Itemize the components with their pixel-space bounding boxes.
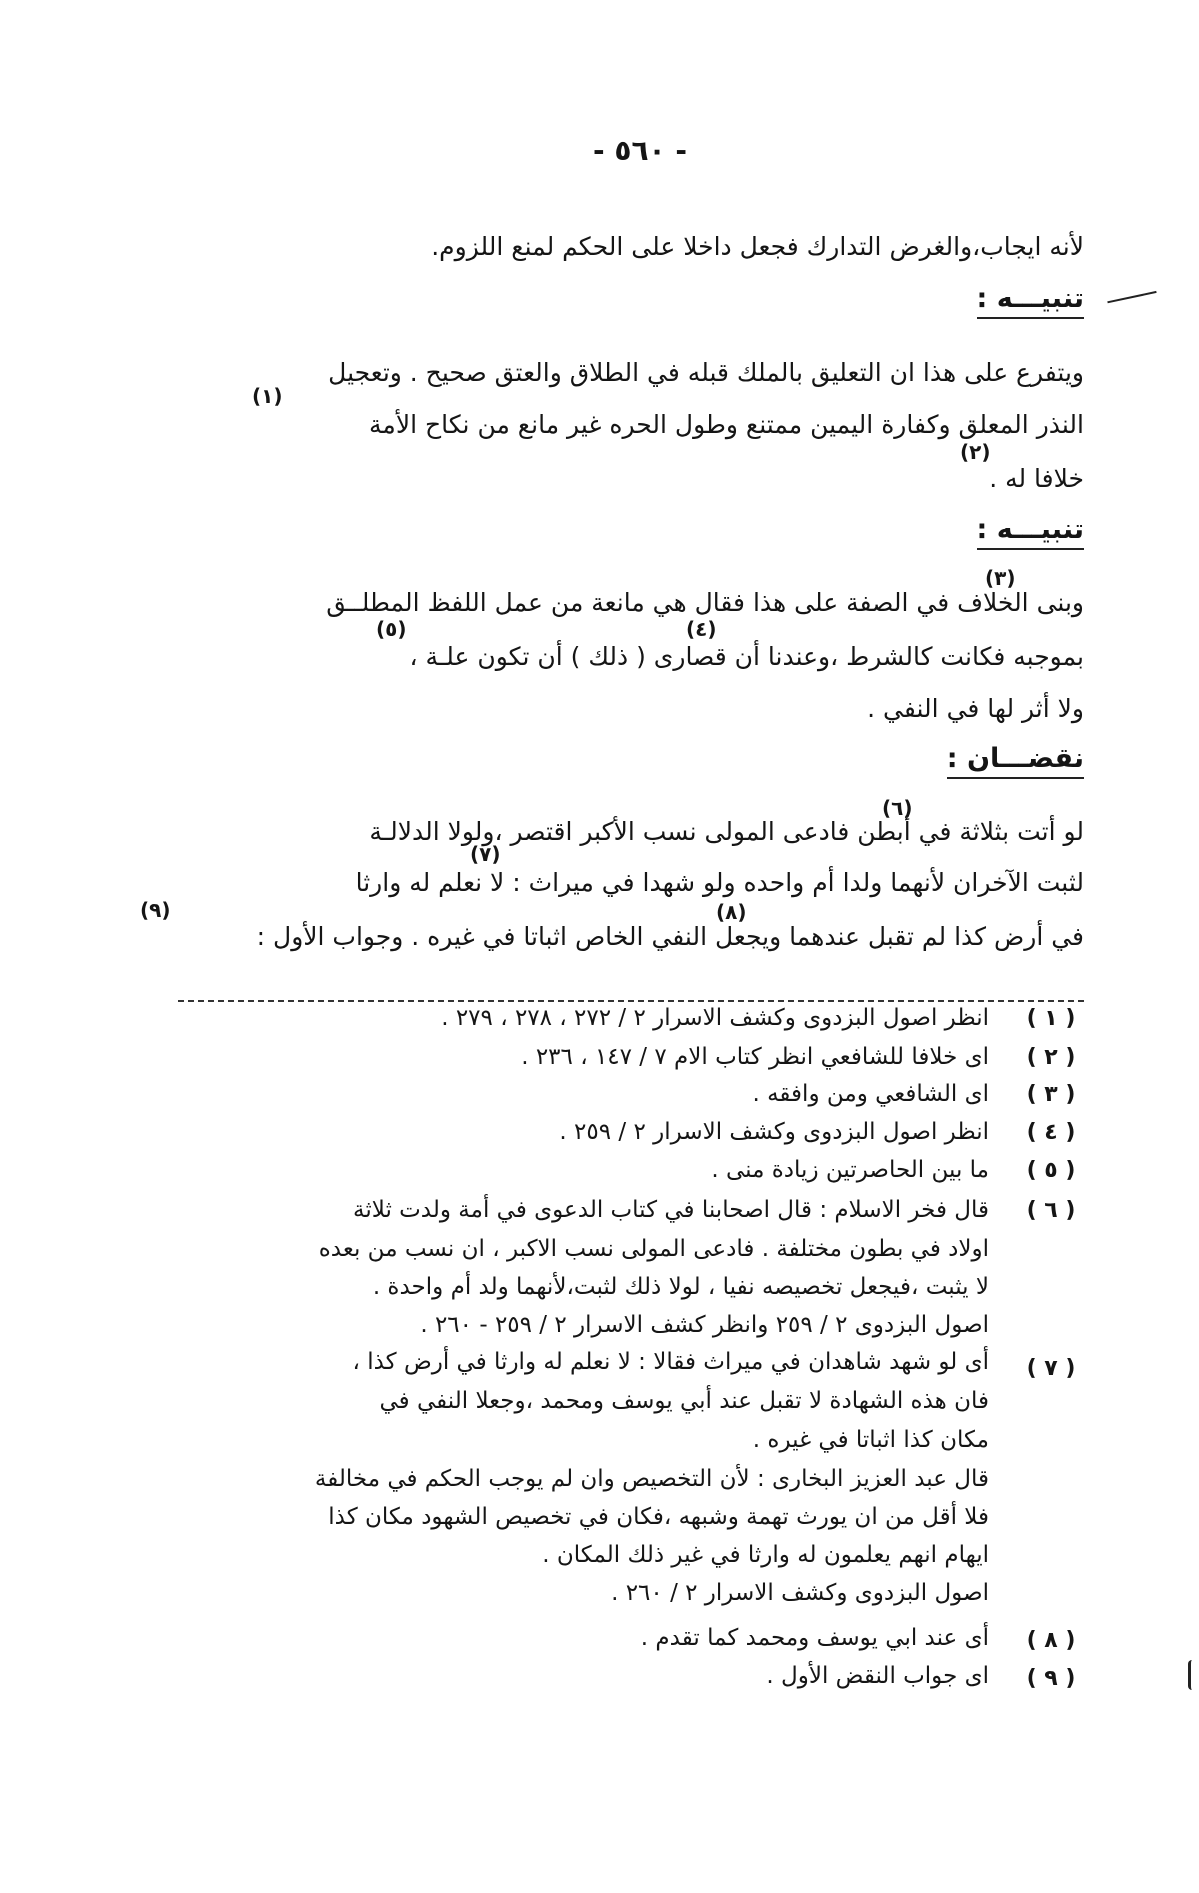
ref-1: (١) xyxy=(252,384,283,408)
footnote-number: ( ٦ ) xyxy=(1026,1198,1076,1223)
footnote-number: ( ٢ ) xyxy=(1026,1045,1076,1070)
objections-heading-text: نقضـــان : xyxy=(947,743,1084,779)
ref-3: (٣) xyxy=(985,566,1016,590)
footnote-line: قال عبد العزيز البخارى : لأن التخصيص وان لم يوجب الحكم في مخالفة xyxy=(314,1466,989,1492)
footnote-line: مكان كذا اثباتا في غيره . xyxy=(752,1427,989,1453)
note-heading-2-text: تنبيـــه : xyxy=(977,514,1084,550)
note2-line-1: وبنى الخلاف في الصفة على هذا فقال هي مانعة من عمل اللفظ المطلــق xyxy=(326,588,1084,617)
margin-tick-mark xyxy=(1107,291,1158,313)
footnote-line: ما بين الحاصرتين زيادة منى . xyxy=(711,1157,989,1183)
footnote-number: ( ٩ ) xyxy=(1026,1666,1076,1691)
footnote-line: قال فخر الاسلام : قال اصحابنا في كتاب الدعوى في أمة ولدت ثلاثة xyxy=(352,1197,989,1223)
intro-line: لأنه ايجاب،والغرض التدارك فجعل داخلا على الحكم لمنع اللزوم. xyxy=(431,232,1084,261)
footnote-line: ايهام انهم يعلمون له وارثا في غير ذلك المكان . xyxy=(542,1542,989,1568)
footnote-line: انظر اصول البزدوى وكشف الاسرار ٢ / ٢٧٢ ، ٢٧٨ ، ٢٧٩ . xyxy=(441,1005,989,1031)
footnote-line: اولاد في بطون مختلفة . فادعى المولى نسب الاكبر ، ان نسب من بعده xyxy=(318,1236,989,1262)
note1-line-1: ويتفرع على هذا ان التعليق بالملك قبله في الطلاق والعتق صحيح . وتعجيل xyxy=(328,358,1084,387)
footnote-number: ( ١ ) xyxy=(1026,1006,1076,1031)
note-heading-1 xyxy=(977,283,1084,314)
ref-6: (٦) xyxy=(882,796,913,820)
footnote-line: أى عند ابي يوسف ومحمد كما تقدم . xyxy=(640,1625,989,1651)
footnote-number: ( ٥ ) xyxy=(1026,1158,1076,1183)
footnote-line: فلا أقل من ان يورث تهمة وشبهه ،فكان في تخصيص الشهود مكان كذا xyxy=(328,1504,989,1530)
footnote-line: انظر اصول البزدوى وكشف الاسرار ٢ / ٢٥٩ . xyxy=(559,1119,989,1145)
ref-7: (٧) xyxy=(470,842,501,866)
note-heading-2 xyxy=(977,514,1084,545)
page-edge-mark xyxy=(1188,1660,1197,1690)
objection-line-3: في أرض كذا لم تقبل عندهما ويجعل النفي الخاص اثباتا في غيره . وجواب الأول : xyxy=(256,922,1084,951)
ref-2: (٢) xyxy=(960,440,991,464)
objections-heading xyxy=(947,743,1084,774)
note1-line-3: خلافا له . xyxy=(989,464,1084,493)
ref-9: (٩) xyxy=(140,898,171,922)
footnote-number: ( ٨ ) xyxy=(1026,1628,1076,1653)
ref-4: (٤) xyxy=(686,617,717,641)
note1-line-2: النذر المعلق وكفارة اليمين ممتنع وطول الحره غير مانع من نكاح الأمة xyxy=(369,410,1084,439)
footnote-number: ( ٤ ) xyxy=(1026,1120,1076,1145)
ref-5: (٥) xyxy=(376,617,407,641)
footnote-line: اى خلافا للشافعي انظر كتاب الام ٧ / ١٤٧ ، ٢٣٦ . xyxy=(521,1044,989,1070)
footnote-number: ( ٣ ) xyxy=(1026,1082,1076,1107)
objection-line-1: لو أتت بثلاثة في أبطن فادعى المولى نسب الأكبر اقتصر ،ولولا الدلالـة xyxy=(369,817,1084,846)
footnote-separator xyxy=(178,1000,1084,1002)
footnote-line: لا يثبت ،فيجعل تخصيصه نفيا ، لولا ذلك لثبت،لأنهما ولد أم واحدة . xyxy=(372,1274,989,1300)
footnote-line: اى الشافعي ومن وافقه . xyxy=(752,1081,989,1107)
note2-line-3: ولا أثر لها في النفي . xyxy=(867,694,1084,723)
page-number: - ٥٦٠ - xyxy=(592,134,688,167)
footnote-line: اصول البزدوى وكشف الاسرار ٢ / ٢٦٠ . xyxy=(611,1580,989,1606)
footnote-line: اصول البزدوى ٢ / ٢٥٩ وانظر كشف الاسرار ٢ / ٢٥٩ - ٢٦٠ . xyxy=(420,1312,989,1338)
footnote-line: أى لو شهد شاهدان في ميراث فقالا : لا نعلم له وارثا في أرض كذا ، xyxy=(352,1349,989,1375)
objection-line-2: لثبت الآخران لأنهما ولدا أم واحده ولو شهدا في ميراث : لا نعلم له وارثا xyxy=(355,868,1084,897)
ref-8: (٨) xyxy=(716,900,747,924)
note-heading-1-text: تنبيـــه : xyxy=(977,283,1084,319)
note2-line-2: بموجبه فكانت كالشرط ،وعندنا أن قصارى ( ذلك ) أن تكون علـة ، xyxy=(409,642,1084,671)
footnote-line: اى جواب النقض الأول . xyxy=(766,1663,989,1689)
footnote-line: فان هذه الشهادة لا تقبل عند أبي يوسف ومحمد ،وجعلا النفي في xyxy=(379,1388,989,1414)
footnote-number: ( ٧ ) xyxy=(1026,1356,1076,1381)
